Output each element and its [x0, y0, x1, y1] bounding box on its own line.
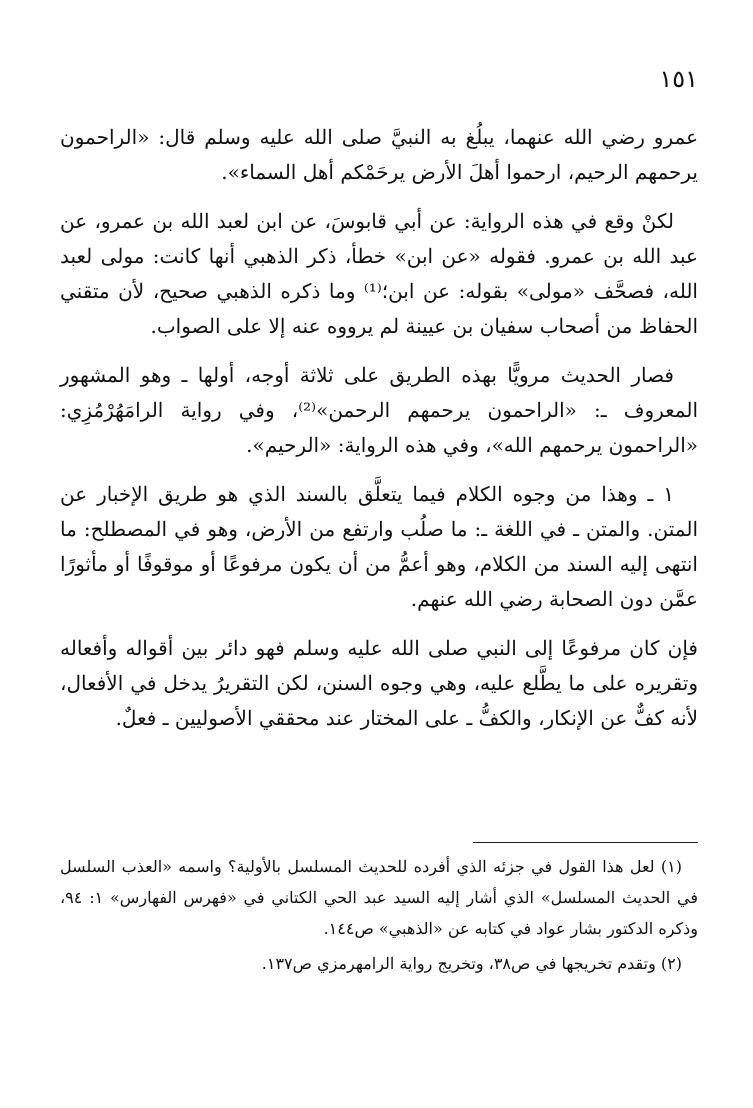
paragraph-1: عمرو رضي الله عنهما، يبلُغ به النبيَّ صلى الله عليه وسلم قال: «الراحمون يرحمهم الرحيم، ارحموا أهلَ الأرض يرحَمْكم أهل السماء». — [60, 125, 698, 184]
paragraph-2: لكنْ وقع في هذه الرواية: عن أبي قابوسَ، عن ابن لعبد الله بن عمرو، عن عبد الله بن عمرو. فقوله «عن ابن» خطأ، ذكر الذهبي أنها كانت: مولى لعبد الله، فصحَّف «مولى» بقوله: عن ابن؛⁽¹⁾ وما ذكره الذهبي صحيح، لأن متقني الحفاظ من أصحاب سفيان بن عيينة لم يرووه عنه إلا على الصواب. — [60, 209, 698, 338]
footnote-2: (٢) وتقدم تخريجها في ص٣٨، وتخريج رواية الرامهرمزي ص١٣٧. — [261, 954, 682, 973]
paragraph-4: ١ ـ وهذا من وجوه الكلام فيما يتعلَّق بالسند الذي هو طريق الإخبار عن المتن. والمتن ـ في اللغة ـ: ما صلُب وارتفع من الأرض، وهو في المصطلح: ما انتهى إليه السند من الكلام، وهو أعمُّ من أن يكون مرفوعًا أو موقوفًا أو مأثورًا عمَّن دون الصحابة رضي الله عنهم. — [60, 482, 698, 611]
footnote-1: (١) لعل هذا القول في جزئه الذي أفرده للحديث المسلسل بالأولية؟ واسمه «العذب السلسل في الحديث المسلسل» الذي أشار إليه السيد عبد الحي الكتاني في «فهرس الفهارس» ١: ٩٤، وذكره الدكتور بشار عواد في كتابه عن «الذهبي» ص١٤٤. — [60, 857, 698, 938]
page-number: ١٥١ — [659, 65, 698, 93]
footnotes — [60, 851, 698, 983]
paragraph-5: فإن كان مرفوعًا إلى النبي صلى الله عليه وسلم فهو دائر بين أقواله وأفعاله وتقريره على ما يطَّلع عليه، وهي وجوه السنن، لكن التقريرُ يدخل في الأفعال، لأنه كفٌّ عن الإنكار، والكفُّ ـ على المختار عند محققي الأصوليين ـ فعلٌ. — [60, 636, 698, 730]
footnote-separator — [473, 842, 698, 843]
paragraph-3: فصار الحديث مرويًّا بهذه الطريق على ثلاثة أوجه، أولها ـ وهو المشهور المعروف ـ: «الراحمون يرحمهم الرحمن»⁽²⁾، وفي رواية الرامَهُرْمُزِي: «الراحمون يرحمهم الله»، وفي هذه الرواية: «الرحيم». — [60, 363, 699, 457]
main-text — [60, 120, 698, 750]
book-page — [60, 58, 698, 1068]
